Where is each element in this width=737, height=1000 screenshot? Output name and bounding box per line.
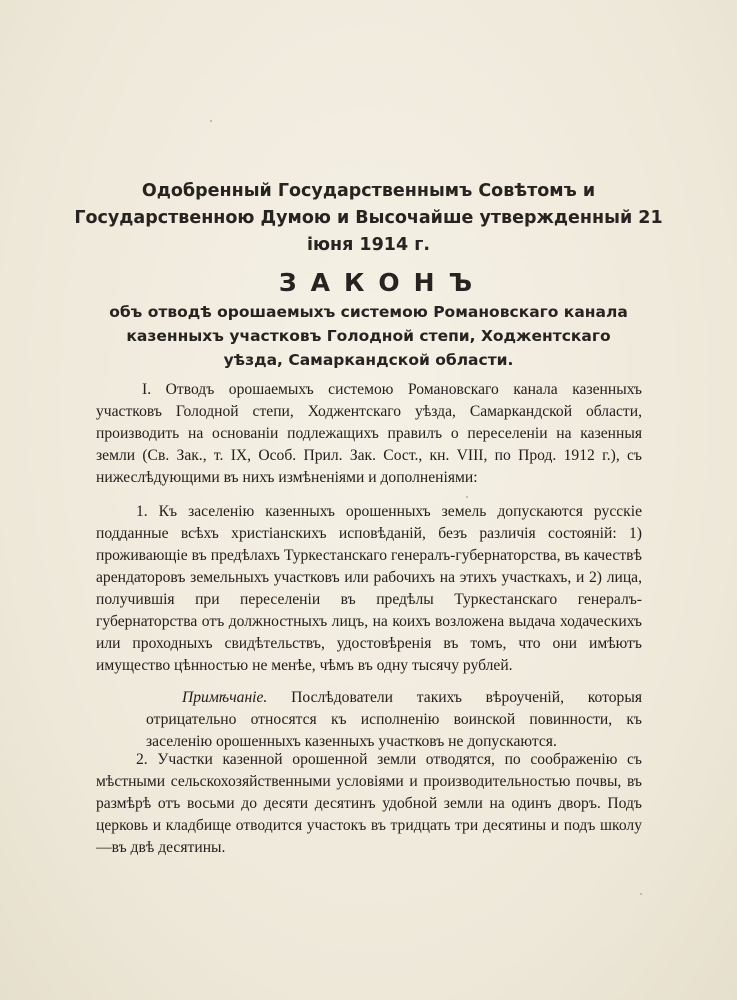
note-label: Примѣчаніе. <box>182 689 268 706</box>
paper-speck <box>640 893 642 895</box>
clause-1-paragraph: 1. Къ заселенію казенныхъ орошенныхъ земель допускаются русскіе подданные всѣхъ христіанскихъ исповѣданій, безъ различія состояній: 1) проживающіе въ предѣлахъ Туркестанскаго генералъ-губернаторства, въ качествѣ арендаторовъ земельныхъ участковъ или рабочихъ на этихъ участкахъ, и 2) лица, получившія при переселеніи въ предѣлы Туркестанскаго генералъ-губернаторства отъ должностныхъ лицъ, на коихъ возложена выдача ходаческихъ или проходныхъ свидѣтельствъ, удостовѣренія въ томъ, что они имѣютъ имущество цѣнностью не менѣе, чѣмъ въ одну тысячу рублей. <box>96 503 642 674</box>
clause-2-paragraph: 2. Участки казенной орошенной земли отводятся, по соображенію съ мѣстными сельскохозяйственными условіями и производительностью почвы, въ размѣрѣ отъ восьми до десяти десятинъ удобной земли на одинъ дворъ. Подъ церковь и кладбище отводится участокъ въ тридцать три десятины и подъ школу—въ двѣ десятины. <box>96 751 642 856</box>
article-1-paragraph: I. Отводъ орошаемыхъ системою Романовскаго канала казенныхъ участковъ Голодной степи, Ходжентскаго уѣзда, Самаркандской области, производить на основаніи подлежащихъ правилъ о переселеніи на казенныя земли (Св. Зак., т. IX, Особ. Прил. Зак. Сост., кн. VIII, по Прод. 1912 г.), съ нижеслѣдующими въ нихъ измѣненіями и дополненіями: <box>96 381 642 486</box>
paper-speck <box>466 496 468 498</box>
note-text: Послѣдователи такихъ вѣроученій, которыя отрицательно относятся къ исполненію воинской повинности, къ заселенію орошенныхъ казенныхъ участковъ не допускаются. <box>146 689 642 750</box>
approval-heading: Одобренный Государственнымъ Совѣтомъ и Государственною Думою и Высочайше утвержденный 21 іюня 1914 г. <box>74 181 663 255</box>
law-title: ЗАКОНЪ <box>278 268 487 297</box>
law-subject: объ отводѣ орошаемыхъ системою Романовскаго канала казенныхъ участковъ Голодной степи, Ходжентскаго уѣзда, Самаркандской области. <box>109 303 628 369</box>
paper-speck <box>210 120 212 122</box>
note-paragraph <box>146 687 642 753</box>
